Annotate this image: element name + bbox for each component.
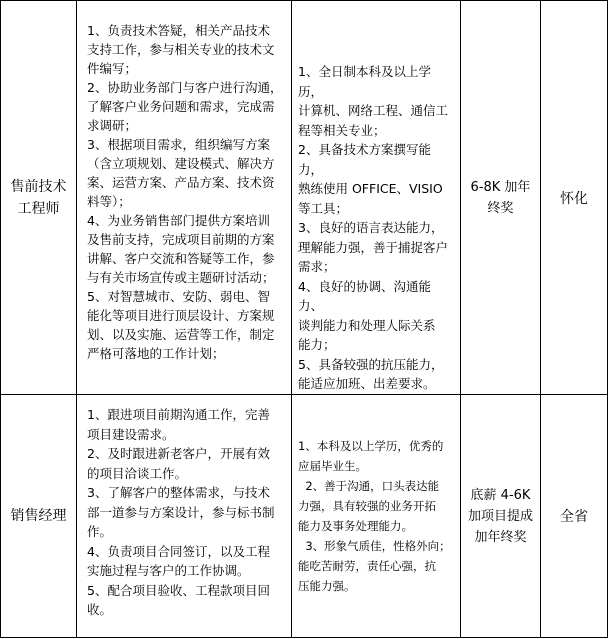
table-border-bottom <box>0 637 608 638</box>
salary-line: 6-8K 加年 <box>470 179 531 195</box>
requirement-line: 程等相关专业； <box>298 122 386 138</box>
duty-line: 案、运营方案、产品方案、技术资 <box>87 175 275 190</box>
salary-line: 加年终奖 <box>474 529 527 545</box>
location-cell <box>541 395 607 637</box>
duty-line: 5、对智慧城市、安防、弱电、智 <box>87 289 270 304</box>
salary-cell <box>461 395 540 637</box>
position-title-line: 销售经理 <box>10 508 67 524</box>
requirement-line: 需求； <box>298 259 336 274</box>
requirement-line: 应届毕业生。 <box>298 459 367 473</box>
duty-line: 与有关市场宣传或主题研讨活动； <box>87 270 275 285</box>
requirement-line: 熟练使用 OFFICE、VISIO <box>298 181 443 196</box>
requirement-line: 计算机、网络工程、通信工 <box>298 103 449 118</box>
salary-line: 加项目提成 <box>467 508 533 524</box>
requirements-cell <box>292 436 460 637</box>
requirement-line: 理解能力强，善于捕捉客户 <box>298 239 449 255</box>
duty-line: 1、跟进项目前期沟通工作，完善 <box>87 407 270 422</box>
duty-line: 划、以及实施、运营等工作，制定 <box>87 327 275 342</box>
requirement-line: 能吃苦耐劳，责任心强，抗 <box>298 559 436 573</box>
requirement-line: 压能力强。 <box>298 579 356 593</box>
duty-line: 料等）； <box>87 194 131 209</box>
duty-line: 3、了解客户的整体需求，与技术 <box>87 485 270 500</box>
requirements-cell <box>292 62 460 394</box>
requirement-line: 3、形象气质佳，性格外向； <box>298 539 451 553</box>
requirement-line: 1、本科及以上学历，优秀的 <box>298 439 444 453</box>
duty-line: 能化等项目进行顶层设计、方案规 <box>87 308 275 323</box>
requirement-line: 力强，具有较强的业务开拓 <box>298 499 436 513</box>
duty-line: 实施过程与客户的工作协调。 <box>87 563 250 578</box>
duties-cell <box>77 405 291 637</box>
duty-line: 支持工作，参与相关专业的技术文 <box>87 42 275 57</box>
requirement-line: 4、良好的协调、沟通能力、 <box>298 278 431 313</box>
duty-line: 了解客户业务问题和需求，完成需 <box>87 99 275 114</box>
requirement-line: 3、良好的语言表达能力， <box>298 220 444 235</box>
requirement-line: 谈判能力和处理人际关系 <box>298 317 436 333</box>
duty-line: （含立项规划、建设模式、解决方 <box>87 156 275 171</box>
requirement-line: 1、全日制本科及以上学历， <box>298 64 431 99</box>
duty-line: 求调研； <box>87 118 138 133</box>
requirement-line: 等工具； <box>298 200 349 216</box>
duty-line: 2、及时跟进新老客户，开展有效 <box>87 446 270 461</box>
duty-line: 部一道参与方案设计，参与标书制 <box>87 504 275 520</box>
duty-line: 作。 <box>87 524 113 539</box>
duty-line: 严格可落地的工作计划； <box>87 346 225 361</box>
location-text: 全省 <box>560 509 588 525</box>
duty-line: 1、负责技术答疑，相关产品技术 <box>87 23 270 38</box>
requirement-line: 能力及事务处理能力。 <box>298 519 413 533</box>
duty-line: 4、负责项目合同签订，以及工程 <box>87 543 270 559</box>
requirement-line: 5、具备较强的抗压能力， <box>298 356 444 372</box>
duties-cell <box>77 18 291 394</box>
duty-line: 4、为业务销售部门提供方案培训 <box>87 213 270 228</box>
requirement-line: 能力； <box>298 337 336 352</box>
requirement-line: 2、善于沟通，口头表达能 <box>298 479 440 493</box>
duty-line: 收。 <box>87 602 113 617</box>
position-title-line: 售前技术 <box>10 178 67 195</box>
duty-line: 2、协助业务部门与客户进行沟通， <box>87 80 283 95</box>
salary-line: 底薪 4-6K <box>470 487 531 503</box>
duty-line: 及售前支持，完成项目前期的方案 <box>87 232 275 247</box>
requirement-line: 能适应加班、出差要求。 <box>298 376 436 391</box>
duty-line: 3、根据项目需求，组织编写方案 <box>87 137 270 152</box>
location-text: 怀化 <box>560 190 588 207</box>
requirement-line: 2、具备技术方案撰写能力， <box>298 142 431 177</box>
position-title-line: 工程师 <box>17 200 60 217</box>
duty-line: 5、配合项目验收、工程款项目回 <box>87 582 270 598</box>
duty-line: 项目建设需求。 <box>87 426 175 442</box>
salary-cell <box>461 1 540 394</box>
salary-line: 终奖 <box>487 200 514 216</box>
duty-line: 的项目洽谈工作。 <box>87 465 188 481</box>
position-cell <box>1 395 76 637</box>
position-cell <box>1 1 76 394</box>
duty-line: 讲解、客户交流和答疑等工作，参 <box>87 251 275 266</box>
duty-line: 件编写； <box>87 61 138 76</box>
location-cell <box>541 1 607 394</box>
